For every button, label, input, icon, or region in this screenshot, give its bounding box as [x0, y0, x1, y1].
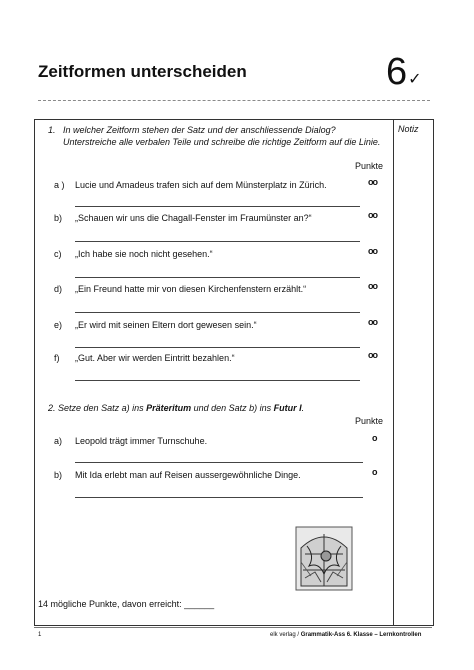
item-label: c): [54, 249, 62, 259]
item-points: oo: [368, 210, 377, 220]
book-title: Grammatik-Ass 6. Klasse – Lernkontrollen: [300, 632, 422, 638]
tense-praeteritum: Präteritum: [146, 403, 192, 413]
answer-line[interactable]: [75, 241, 360, 242]
item-label: a): [54, 436, 63, 446]
tense-futur: Futur I: [273, 403, 302, 413]
item-points: oo: [368, 281, 377, 291]
task1-instruction: In welcher Zeitform stehen der Satz und der anschliessende Dialog? Unterstreiche alle verbalen Teile und schreibe die richtige Zeitform auf die Linie.: [63, 125, 381, 147]
answer-line[interactable]: [75, 347, 360, 348]
answer-line[interactable]: [75, 312, 360, 313]
footer-credit: [270, 632, 421, 638]
item-sentence: „Ich habe sie noch nicht gesehen.“: [75, 249, 213, 259]
item-points: o: [372, 433, 377, 443]
task1-number: 1.: [48, 125, 56, 135]
item-label: b): [54, 213, 63, 223]
task2-points-header: Punkte: [355, 416, 384, 426]
item-points: o: [372, 467, 377, 477]
item-sentence: „Gut. Aber wir werden Eintritt bezahlen.“: [75, 353, 235, 363]
task2-number: 2.: [48, 403, 56, 413]
answer-line[interactable]: [75, 206, 360, 207]
notiz-column-divider: [393, 120, 394, 625]
item-label: b): [54, 470, 63, 480]
task2-text-part: und den Satz b) ins: [191, 403, 274, 413]
dashed-divider: [38, 100, 430, 101]
total-points-text: 14 mögliche Punkte, davon erreicht: ______: [38, 599, 215, 609]
item-points: oo: [368, 317, 377, 327]
grade-number: 6: [386, 51, 408, 93]
item-label: d): [54, 284, 63, 294]
answer-line[interactable]: [75, 462, 363, 463]
grade-badge: [386, 52, 422, 100]
item-sentence: Leopold trägt immer Turnschuhe.: [75, 436, 208, 446]
church-window-illustration: [295, 526, 353, 591]
answer-line[interactable]: [75, 277, 360, 278]
worksheet-frame: [34, 119, 434, 626]
checkmark-icon: ✓: [408, 71, 422, 88]
item-points: oo: [368, 177, 377, 187]
task2-instruction: [48, 402, 304, 414]
item-points: oo: [368, 246, 377, 256]
task2-text-part: .: [301, 403, 305, 413]
item-points: oo: [368, 350, 377, 360]
item-label: f): [54, 353, 60, 363]
item-sentence: „Er wird mit seinen Eltern dort gewesen sein.“: [75, 320, 257, 330]
answer-line[interactable]: [75, 497, 363, 498]
item-label: e): [54, 320, 63, 330]
task2-text-part: Setze den Satz a) ins: [58, 403, 147, 413]
item-sentence: „Ein Freund hatte mir von diesen Kirchenfenstern erzählt.“: [75, 284, 307, 294]
notiz-label: Notiz: [398, 124, 419, 134]
publisher-name: elk verlag /: [270, 632, 301, 638]
item-sentence: „Schauen wir uns die Chagall-Fenster im Fraumünster an?“: [75, 213, 312, 223]
item-label: a ): [54, 180, 65, 190]
page-number: 1: [38, 632, 42, 638]
footer-divider: [34, 627, 432, 628]
task1-points-header: Punkte: [355, 161, 384, 171]
answer-line[interactable]: [75, 380, 360, 381]
page-title: Zeitformen unterscheiden: [38, 62, 247, 81]
item-sentence: Mit Ida erlebt man auf Reisen aussergewöhnliche Dinge.: [75, 470, 301, 480]
item-sentence: Lucie und Amadeus trafen sich auf dem Münsterplatz in Zürich.: [75, 180, 327, 190]
